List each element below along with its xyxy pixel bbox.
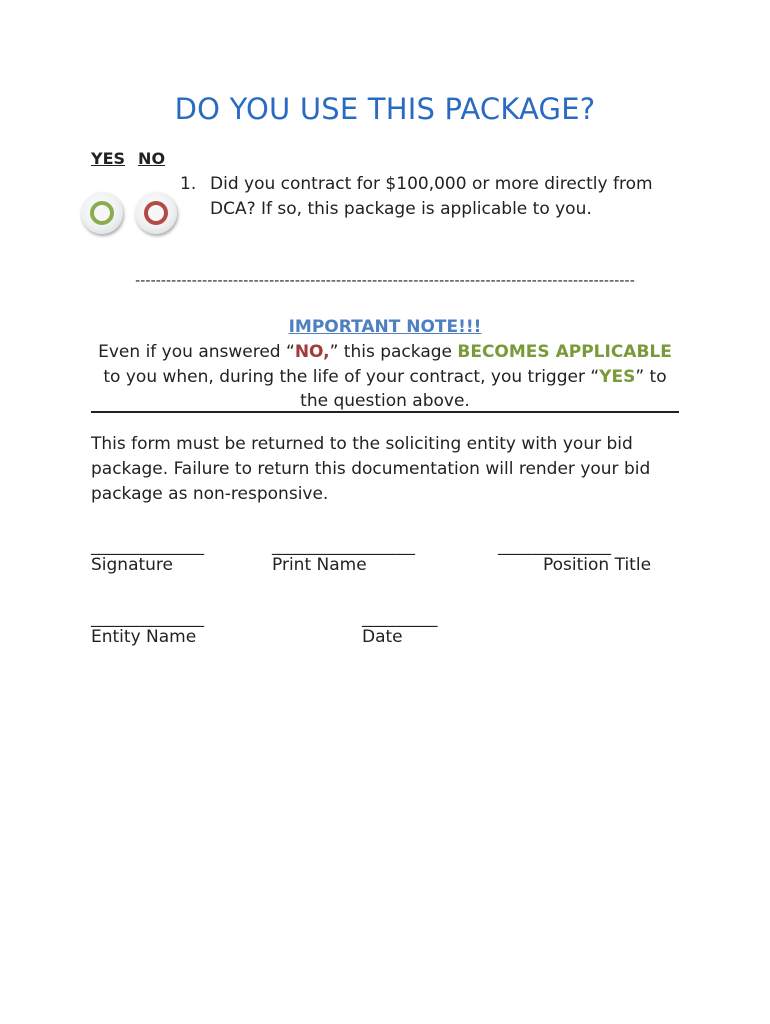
question-line-2: DCA? If so, this package is applicable to you. [210,199,592,219]
question-line-1: Did you contract for $100,000 or more directly from [210,174,653,194]
yes-radio-button[interactable] [81,192,123,234]
no-radio-button[interactable] [135,192,177,234]
important-note-heading: IMPORTANT NOTE!!! [288,317,482,337]
yes-radio-ring-icon [90,201,114,225]
entity-name-line[interactable]: _______________ [91,608,204,627]
note-becomes-applicable: BECOMES APPLICABLE [457,342,672,362]
yes-label: YES [91,149,126,168]
no-radio-ring-icon [144,201,168,225]
horizontal-rule [91,411,679,413]
yes-no-header [91,149,165,168]
print-name-label: Print Name [272,555,367,575]
date-line[interactable]: __________ [362,608,437,627]
note-yes-word: YES [599,366,636,387]
entity-name-label: Entity Name [91,627,197,647]
note-part-3: to you when, during the life of your contract, you trigger “ [103,366,600,387]
dashed-divider: ------------------------------------------------------------------------------------------------- [135,273,635,289]
signature-label: Signature [91,555,174,575]
no-label: NO [138,149,166,168]
note-no-word: NO, [294,342,330,362]
date-label: Date [362,627,403,647]
return-instructions: This form must be returned to the soliciting entity with your bid package. Failure to return this documentation will render your bid package as non-responsive. [91,434,651,504]
question-1 [180,172,680,222]
position-title-label: Position Title [543,555,652,575]
note-part-4: ” to the question above. [300,366,667,411]
print-name-line[interactable]: ___________________ [272,536,415,555]
question-number: 1. [180,174,197,194]
page-title: DO YOU USE THIS PACKAGE? [174,92,596,126]
note-part-1: Even if you answered “ [98,342,295,362]
position-title-line[interactable]: _______________ [498,536,611,555]
signature-line[interactable]: _______________ [91,536,204,555]
important-note-text [91,340,679,414]
note-part-2: ” this package [329,342,458,362]
